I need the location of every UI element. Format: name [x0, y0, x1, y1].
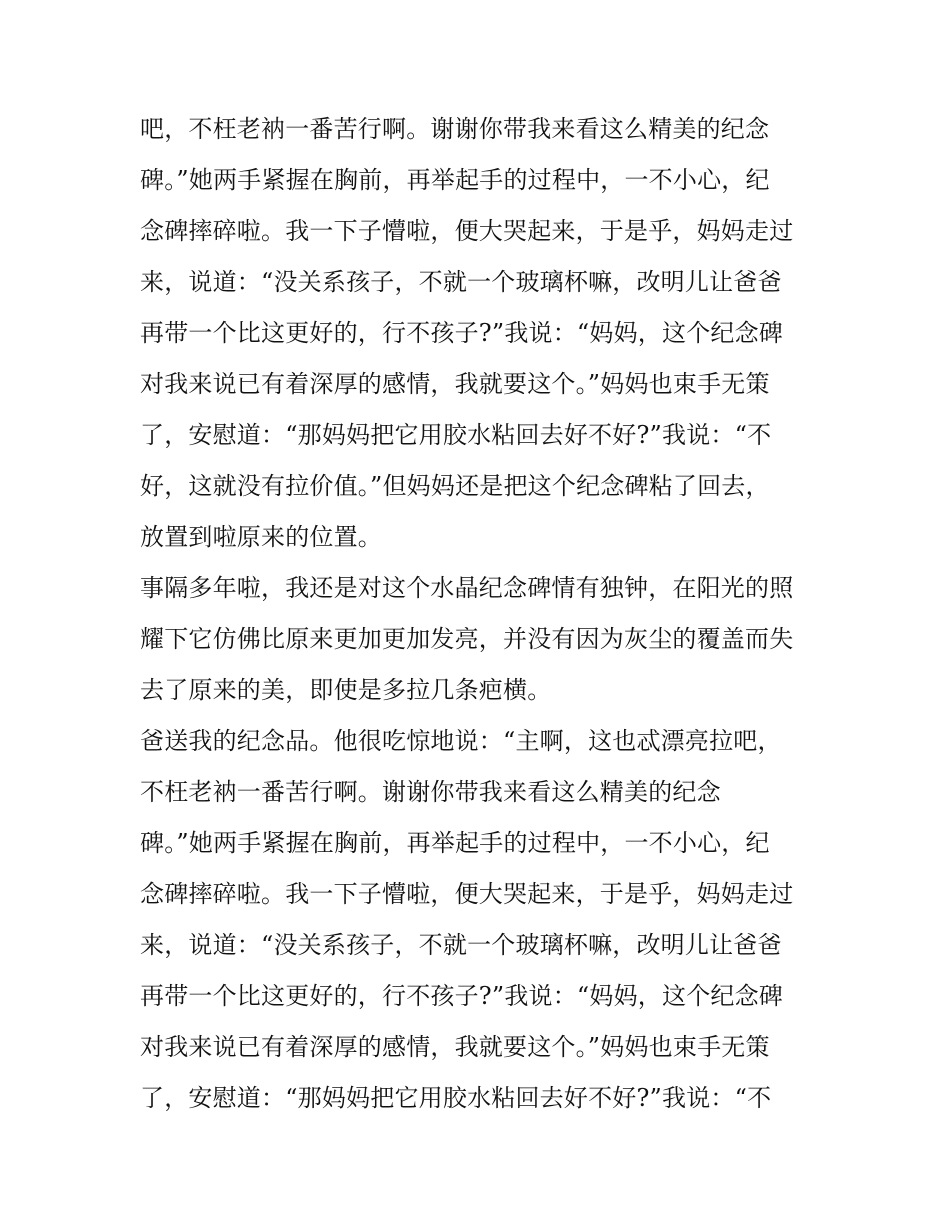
text-line: 碑。”她两手紧握在胸前，再举起手的过程中，一不小心，纪 — [140, 166, 770, 194]
text-line: 不枉老衲一番苦行啊。谢谢你带我来看这么精美的纪念 — [140, 778, 721, 806]
text-line: 对我来说已有着深厚的感情，我就要这个。”妈妈也束手无策 — [140, 1033, 770, 1061]
text-line: 再带一个比这更好的，行不孩子?”我说：“妈妈，这个纪念碑 — [140, 319, 784, 347]
text-line: 碑。”她两手紧握在胸前，再举起手的过程中，一不小心，纪 — [140, 829, 770, 857]
text-line: 事隔多年啦，我还是对这个水晶纪念碑情有独钟，在阳光的照 — [140, 574, 794, 602]
text-line: 放置到啦原来的位置。 — [140, 523, 382, 551]
text-line: 来，说道：“没关系孩子，不就一个玻璃杯嘛，改明儿让爸爸 — [140, 268, 782, 296]
text-line: 耀下它仿佛比原来更加更加发亮，并没有因为灰尘的覆盖而失 — [140, 625, 794, 653]
text-line: 了，安慰道：“那妈妈把它用胶水粘回去好不好?”我说：“不 — [140, 1084, 772, 1112]
text-line: 念碑摔碎啦。我一下子懵啦，便大哭起来，于是乎，妈妈走过 — [140, 880, 794, 908]
text-line: 爸送我的纪念品。他很吃惊地说：“主啊，这也忒漂亮拉吧， — [140, 727, 782, 755]
text-line: 吧，不枉老衲一番苦行啊。谢谢你带我来看这么精美的纪念 — [140, 115, 770, 143]
text-line: 好，这就没有拉价值。”但妈妈还是把这个纪念碑粘了回去， — [140, 472, 770, 500]
body-text — [140, 104, 840, 1124]
text-line: 对我来说已有着深厚的感情，我就要这个。”妈妈也束手无策 — [140, 370, 770, 398]
text-line: 再带一个比这更好的，行不孩子?”我说：“妈妈，这个纪念碑 — [140, 982, 784, 1010]
text-line: 去了原来的美，即使是多拉几条疤横。 — [140, 676, 552, 704]
text-line: 了，安慰道：“那妈妈把它用胶水粘回去好不好?”我说：“不 — [140, 421, 772, 449]
text-line: 来，说道：“没关系孩子，不就一个玻璃杯嘛，改明儿让爸爸 — [140, 931, 782, 959]
text-line: 念碑摔碎啦。我一下子懵啦，便大哭起来，于是乎，妈妈走过 — [140, 217, 794, 245]
